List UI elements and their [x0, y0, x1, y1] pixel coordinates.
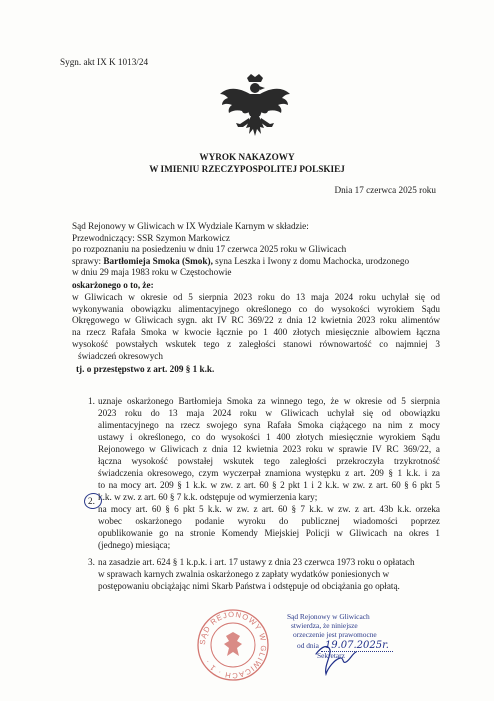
charge-line-4: na rzecz Rafała Smoka w kwocie łącznie po 1 400 złotych miesięcznie albowiem łączna: [72, 327, 440, 337]
item2-line-3: opublikowanie go na stronie Komendy Miejskiej Policji w Gliwicach na okres 1: [98, 528, 440, 538]
item1-line-7: świadczenia okresowego, czym wyczerpał znamiona występku z art. 209 § 1 k.k. i za: [98, 468, 440, 478]
cert-line-1: Sąd Rejonowy w Gliwicach: [287, 612, 370, 621]
polish-eagle-emblem-icon: [216, 72, 294, 150]
item3-line-3: postępowaniu obciążając nimi Skarb Państwa i odstępuje od obciążania go opłatą.: [98, 581, 400, 591]
svg-text:SĄD REJONOWY W GLIWICACH · 1 ·: SĄD REJONOWY W GLIWICACH · 1 ·: [197, 609, 269, 681]
item1-line-6: łączna wysokość powstałej wskutek tego zaległości przekroczyła trzykrotność: [98, 456, 440, 466]
item1-line-9: k.k. w zw. z art. 60 § 7 k.k. odstępuje od wymierzenia kary;: [98, 492, 318, 502]
cert-date-label: od dnia: [297, 641, 319, 650]
charge-line-6: świadczeń okresowych: [78, 351, 163, 361]
case-party-line: [72, 256, 409, 268]
cert-line-3: orzeczenie jest prawomocne: [293, 630, 377, 639]
judgment-subtitle: W IMIENIU RZECZYPOSPOLITEJ POLSKIEJ: [149, 164, 345, 174]
item-number-2: 2.: [88, 496, 95, 506]
handwritten-signature: [312, 640, 360, 680]
defendant-name: Bartłomieja Smoka (Smok),: [103, 256, 213, 266]
charge-line-3: Okręgowego w Gliwicach sygn. akt IV RC 369/22 z dnia 12 kwietnia 2023 roku alimentów: [72, 315, 440, 325]
birth-line: w dniu 29 maja 1983 roku w Częstochowie: [72, 267, 232, 277]
item3-line-1: na zasadzie art. 624 § 1 k.p.k. i art. 17 ustawy z dnia 23 czerwca 1973 roku o opłatach: [98, 557, 415, 567]
item1-line-5: Rejonowego w Gliwicach z dnia 12 kwietnia 2023 roku w sprawie IV RC 369/22, a: [98, 444, 440, 454]
court-line: Sąd Rejonowy w Gliwicach w IX Wydziale Karnym w składzie:: [72, 221, 309, 231]
cert-date-handwritten: 19.07.2025r.: [321, 640, 393, 652]
cert-line-2: stwierdza, że niniejsze: [291, 621, 358, 630]
court-round-stamp: [196, 608, 270, 682]
item1-line-4: ustawy i określonego, co do wysokości 1 400 złotych miesięcznie wyrokiem Sądu: [98, 432, 440, 442]
charge-line-5: wysokość powstałych wskutek tego z zaległości stanowi równowartość co najmniej 3: [72, 339, 440, 349]
item3-line-2: w sprawach karnych zwalnia oskarżonego z zapłaty wydatków poniesionych w: [98, 569, 390, 579]
item2-line-2: wobec oskarżonego podanie wyroku do publicznej wiadomości poprzez: [98, 516, 440, 526]
case-prefix: sprawy:: [72, 256, 104, 266]
document-date: Dnia 17 czerwca 2025 roku: [334, 185, 436, 195]
item1-line-1: uznaje oskarżonego Bartłomieja Smoka za winnego tego, że w okresie od 5 sierpnia: [98, 396, 440, 406]
charge-line-1: w Gliwicach w okresie od 5 sierpnia 2023 roku do 13 maja 2024 roku uchylał się od: [72, 292, 440, 302]
item2-line-4: (jednego) miesiąca;: [98, 540, 171, 550]
item1-line-2: 2023 roku do 13 maja 2024 roku w Gliwicach uchylał się od obowiązku: [98, 408, 440, 418]
judgment-title: WYROK NAKAZOWY: [199, 152, 295, 162]
accused-heading: oskarżonego o to, że:: [72, 280, 154, 290]
offence-article: tj. o przestępstwo z art. 209 § 1 k.k.: [76, 364, 215, 374]
presiding-judge: Przewodniczący: SSR Szymon Markowicz: [72, 233, 230, 243]
item1-line-8: to na mocy art. 209 § 1 k.k. w zw. z art. 60 § 2 pkt 1 i 2 k.k. w zw. z art. 60 § 6 pkt 5: [98, 480, 440, 490]
charge-line-2: wykonywania obowiązku alimentacyjnego określonego co do wysokości wyrokiem Sądu: [72, 304, 440, 314]
defendant-details: syna Leszka i Iwony z domu Machocka, urodzonego: [212, 256, 410, 266]
cert-role: Sekretarz: [317, 651, 345, 660]
item2-line-1: na mocy art. 60 § 6 pkt 5 k.k. w zw. z art. 60 § 7 k.k. w zw. z art. 43b k.k. orzeka: [98, 504, 440, 514]
item1-line-3: alimentacyjnego na rzecz swojego syna Rafała Smoka ciążącego na nim z mocy: [98, 420, 440, 430]
hearing-line: po rozpoznaniu na posiedzeniu w dniu 17 czerwca 2025 roku w Gliwicach: [72, 244, 347, 254]
item-number-1: 1.: [88, 396, 95, 406]
item-number-3: 3.: [88, 557, 95, 567]
case-number: Sygn. akt IX K 1013/24: [60, 57, 149, 67]
